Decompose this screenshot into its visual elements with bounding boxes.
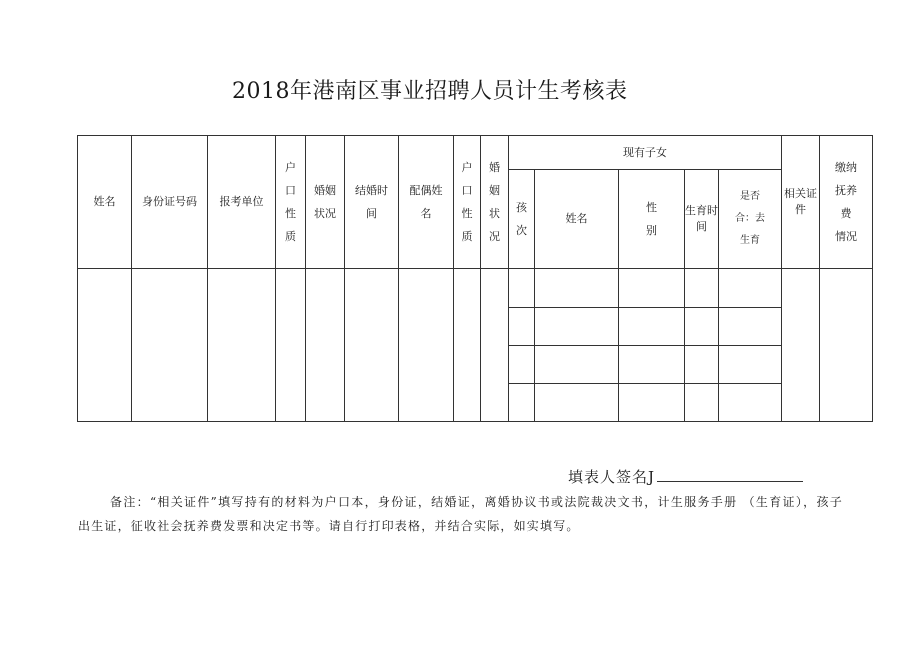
cell-support-fee[interactable]	[820, 269, 873, 422]
cell-child-gender[interactable]	[619, 269, 685, 308]
cell-child-name[interactable]	[535, 269, 619, 308]
header-spouse-hukou-nature: 户 口 性 质	[454, 136, 481, 269]
cell-child-name[interactable]	[535, 384, 619, 422]
signature-block	[568, 466, 803, 487]
header-child-name: 姓名	[535, 170, 619, 269]
header-related-docs: 相关证件	[782, 136, 820, 269]
form-note: 备注：“相关证件”填写持有的材料为户口本，身份证，结婚证，离婚协议书或法院裁决文书，计生服务手册 （生育证），孩子出生证，征收社会抚养费发票和决定书等。请自行打印表格，并结合实际，如实填写。	[78, 495, 843, 533]
header-support-fee: 缴纳 抚养 费 情况	[820, 136, 873, 269]
cell-related-docs[interactable]	[782, 269, 820, 422]
header-child-gender: 性 别	[619, 170, 685, 269]
cell-apply-unit[interactable]	[208, 269, 276, 422]
header-marital-status: 婚姻 状况	[306, 136, 345, 269]
cell-id-number[interactable]	[132, 269, 208, 422]
cell-child-order[interactable]	[509, 384, 535, 422]
cell-child-deceased[interactable]	[719, 346, 782, 384]
header-spouse-name: 配偶姓 名	[399, 136, 454, 269]
header-child-birth-time: 生育时间	[685, 170, 719, 269]
header-id-number: 身份证号码	[132, 136, 208, 269]
page-title: 2018年港南区事业招聘人员计生考核表	[232, 79, 628, 104]
cell-child-birth-time[interactable]	[685, 269, 719, 308]
cell-spouse-hukou-nature[interactable]	[454, 269, 481, 422]
header-hukou-nature: 户 口 性 质	[276, 136, 306, 269]
cell-child-deceased[interactable]	[719, 269, 782, 308]
header-name: 姓名	[78, 136, 132, 269]
cell-child-birth-time[interactable]	[685, 346, 719, 384]
cell-hukou-nature[interactable]	[276, 269, 306, 422]
cell-marital-status[interactable]	[306, 269, 345, 422]
header-spouse-marital-status: 婚 姻 状 况	[481, 136, 509, 269]
signature-label: 填表人签名J	[568, 468, 656, 486]
header-children-group: 现有子女	[509, 136, 782, 170]
cell-child-deceased[interactable]	[719, 308, 782, 346]
cell-name[interactable]	[78, 269, 132, 422]
cell-child-order[interactable]	[509, 308, 535, 346]
cell-child-deceased[interactable]	[719, 384, 782, 422]
assessment-form-table	[77, 135, 873, 422]
cell-child-birth-time[interactable]	[685, 308, 719, 346]
header-apply-unit: 报考单位	[208, 136, 276, 269]
cell-child-gender[interactable]	[619, 346, 685, 384]
header-marriage-time: 结婚时 间	[345, 136, 399, 269]
cell-child-name[interactable]	[535, 346, 619, 384]
signature-line[interactable]	[657, 467, 803, 482]
cell-marriage-time[interactable]	[345, 269, 399, 422]
header-child-deceased: 是否 合：去 生育	[719, 170, 782, 269]
cell-child-order[interactable]	[509, 269, 535, 308]
cell-spouse-marital-status[interactable]	[481, 269, 509, 422]
cell-child-name[interactable]	[535, 308, 619, 346]
cell-child-birth-time[interactable]	[685, 384, 719, 422]
cell-spouse-name[interactable]	[399, 269, 454, 422]
cell-child-gender[interactable]	[619, 384, 685, 422]
cell-child-gender[interactable]	[619, 308, 685, 346]
header-child-order: 孩 次	[509, 170, 535, 269]
cell-child-order[interactable]	[509, 346, 535, 384]
